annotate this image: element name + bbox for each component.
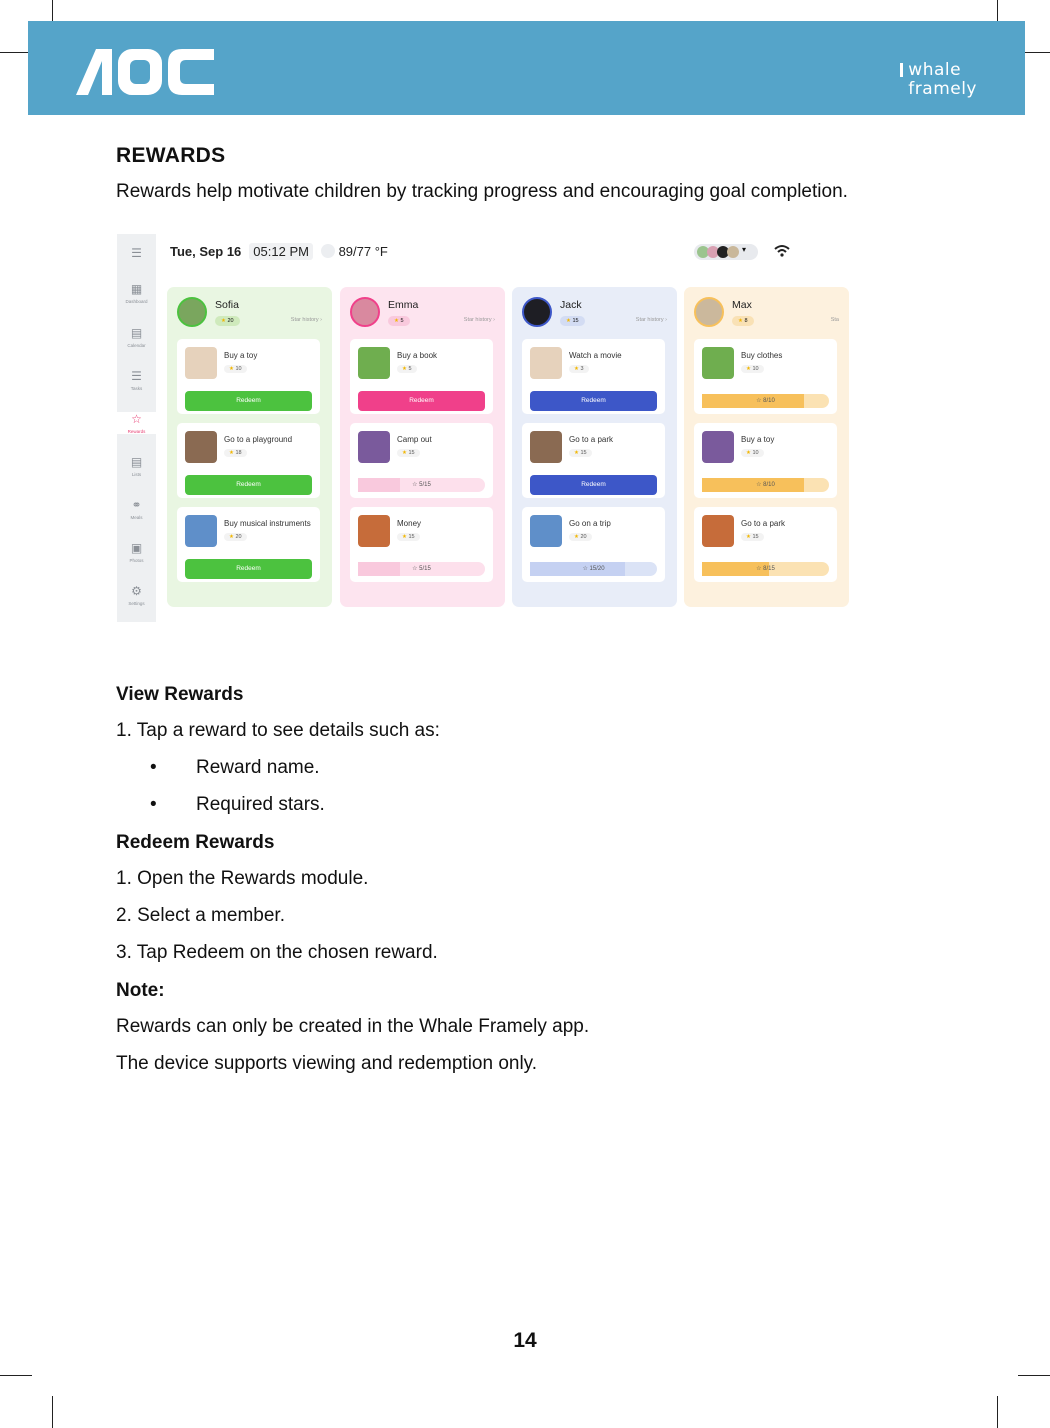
reward-image xyxy=(185,347,217,379)
member-name: Emma xyxy=(388,299,419,311)
star-icon: ★ xyxy=(574,450,581,456)
section-title: REWARDS xyxy=(116,144,226,167)
progress-bar: ☆ 8/10 xyxy=(702,394,829,408)
reward-card[interactable] xyxy=(694,507,837,582)
star-icon: ★ xyxy=(574,534,581,540)
member-star-count: ★ 20 xyxy=(215,316,240,326)
star-outline-icon: ☆ xyxy=(582,566,590,572)
star-icon: ★ xyxy=(394,318,401,324)
menu-icon[interactable]: ☰ xyxy=(131,246,142,260)
member-column xyxy=(167,287,332,607)
reward-name: Buy a toy xyxy=(741,435,775,444)
view-rewards-heading: View Rewards xyxy=(116,684,244,705)
status-bar xyxy=(170,244,388,259)
member-column xyxy=(340,287,505,607)
reward-name: Camp out xyxy=(397,435,432,444)
note-heading: Note: xyxy=(116,980,165,1001)
star-history-link[interactable]: Star history › xyxy=(290,317,322,323)
reward-image xyxy=(702,515,734,547)
reward-name: Buy a toy xyxy=(224,351,258,360)
member-name: Sofia xyxy=(215,299,239,311)
reward-card[interactable] xyxy=(522,339,665,414)
member-star-count: ★ 8 xyxy=(732,316,754,326)
sidebar-item-meals[interactable]: ⚭ Meals xyxy=(130,498,143,520)
reward-image xyxy=(702,347,734,379)
weather-icon xyxy=(321,244,335,258)
star-outline-icon: ☆ xyxy=(756,482,764,488)
reward-name: Buy a book xyxy=(397,351,438,360)
sidebar-item-rewards[interactable]: ☆ Rewards xyxy=(117,412,156,434)
sidebar-item-calendar[interactable]: ▤ Calendar xyxy=(127,326,146,348)
star-icon: ★ xyxy=(746,450,753,456)
crop-mark xyxy=(52,1396,53,1428)
sidebar-item-settings[interactable]: ⚙ Settings xyxy=(128,584,145,606)
redeem-rewards-heading: Redeem Rewards xyxy=(116,832,275,853)
redeem-button[interactable]: Redeem xyxy=(530,391,657,411)
whale-framely-logo: whale framely xyxy=(900,61,977,99)
member-switcher[interactable] xyxy=(694,244,758,260)
sidebar-item-dashboard[interactable]: ▦ Dashboard xyxy=(125,282,148,304)
star-icon: ★ xyxy=(229,534,236,540)
member-column xyxy=(684,287,849,607)
redeem-button[interactable]: Redeem xyxy=(185,475,312,495)
sidebar xyxy=(117,234,156,622)
time: 05:12 PM xyxy=(249,243,313,260)
star-icon: ★ xyxy=(746,366,753,372)
reward-card[interactable] xyxy=(350,339,493,414)
star-icon: ★ xyxy=(402,366,409,372)
avatar xyxy=(522,297,552,327)
reward-stars: ★ 15 xyxy=(569,449,592,457)
reward-card[interactable] xyxy=(177,507,320,582)
redeem-button[interactable]: Redeem xyxy=(358,391,485,411)
redeem-step: 3. Tap Redeem on the chosen reward. xyxy=(116,942,438,963)
star-history-link[interactable]: Sta xyxy=(830,317,839,323)
redeem-button[interactable]: Redeem xyxy=(530,475,657,495)
reward-image xyxy=(358,515,390,547)
member-star-count: ★ 5 xyxy=(388,316,410,326)
reward-name: Watch a movie xyxy=(569,351,622,360)
wifi-icon xyxy=(774,244,790,260)
star-outline-icon: ☆ xyxy=(412,566,420,572)
reward-name: Buy clothes xyxy=(741,351,783,360)
sidebar-item-photos[interactable]: ▣ Photos xyxy=(129,541,144,563)
note-line: The device supports viewing and redemption only. xyxy=(116,1053,538,1074)
star-icon: ★ xyxy=(402,534,409,540)
reward-stars: ★ 20 xyxy=(224,533,247,541)
star-history-link[interactable]: Star history › xyxy=(463,317,495,323)
progress-bar: ☆ 5/15 xyxy=(358,562,485,576)
date: Tue, Sep 16 xyxy=(170,244,242,259)
reward-stars: ★ 15 xyxy=(397,449,420,457)
reward-image xyxy=(185,515,217,547)
reward-name: Buy musical instruments xyxy=(224,519,311,528)
progress-bar: ☆ 8/10 xyxy=(702,478,829,492)
reward-name: Go to a playground xyxy=(224,435,293,444)
temperature: 89/77 °F xyxy=(338,244,388,259)
reward-stars: ★ 10 xyxy=(224,365,247,373)
reward-stars: ★ 15 xyxy=(397,533,420,541)
star-icon: ★ xyxy=(221,318,228,324)
reward-stars: ★ 10 xyxy=(741,449,764,457)
avatar xyxy=(350,297,380,327)
progress-fill xyxy=(358,562,400,576)
progress-fill xyxy=(702,394,804,408)
reward-image xyxy=(702,431,734,463)
reward-name: Money xyxy=(397,519,422,528)
crop-mark xyxy=(0,1375,32,1376)
crop-mark xyxy=(1018,1375,1050,1376)
intro-text: Rewards help motivate children by tracking progress and encouraging goal completion. xyxy=(116,181,848,202)
avatar xyxy=(177,297,207,327)
reward-card[interactable] xyxy=(177,423,320,498)
reward-card[interactable] xyxy=(350,423,493,498)
progress-bar: ☆ 5/15 xyxy=(358,478,485,492)
redeem-step: 1. Open the Rewards module. xyxy=(116,868,369,889)
star-icon: ★ xyxy=(229,366,236,372)
reward-card[interactable] xyxy=(177,339,320,414)
progress-fill xyxy=(530,562,625,576)
redeem-button[interactable]: Redeem xyxy=(185,391,312,411)
progress-bar: ☆ 15/20 xyxy=(530,562,657,576)
avatar xyxy=(694,297,724,327)
star-icon: ★ xyxy=(738,318,745,324)
reward-card[interactable] xyxy=(522,423,665,498)
reward-name: Go on a trip xyxy=(569,519,611,528)
reward-stars: ★ 18 xyxy=(224,449,247,457)
star-history-link[interactable]: Star history › xyxy=(635,317,667,323)
star-icon: ★ xyxy=(574,366,581,372)
reward-card[interactable] xyxy=(522,507,665,582)
reward-image xyxy=(530,515,562,547)
redeem-button[interactable]: Redeem xyxy=(185,559,312,579)
member-name: Max xyxy=(732,299,752,311)
rewards-screenshot xyxy=(117,234,839,622)
note-line: Rewards can only be created in the Whale Framely app. xyxy=(116,1016,590,1037)
aoc-logo xyxy=(76,47,216,97)
reward-stars: ★ 5 xyxy=(397,365,417,373)
sidebar-item-tasks[interactable]: ☰ Tasks xyxy=(130,369,143,391)
reward-stars: ★ 15 xyxy=(741,533,764,541)
star-icon: ★ xyxy=(229,450,236,456)
reward-image xyxy=(185,431,217,463)
star-outline-icon: ☆ xyxy=(756,566,764,572)
reward-image xyxy=(530,431,562,463)
reward-image xyxy=(530,347,562,379)
reward-stars: ★ 20 xyxy=(569,533,592,541)
reward-name: Go to a park xyxy=(741,519,786,528)
reward-stars: ★ 3 xyxy=(569,365,589,373)
page-number: 14 xyxy=(513,1329,537,1352)
reward-stars: ★ 10 xyxy=(741,365,764,373)
page-header xyxy=(28,21,1025,115)
star-icon: ★ xyxy=(746,534,753,540)
member-column xyxy=(512,287,677,607)
chevron-down-icon: ▾ xyxy=(742,245,747,254)
reward-card[interactable] xyxy=(694,339,837,414)
bullet-item: • Required stars. xyxy=(150,794,325,815)
bullet-item: • Reward name. xyxy=(150,757,320,778)
star-outline-icon: ☆ xyxy=(756,398,764,404)
reward-name: Go to a park xyxy=(569,435,614,444)
member-name: Jack xyxy=(560,299,582,311)
redeem-step: 2. Select a member. xyxy=(116,905,285,926)
reward-image xyxy=(358,347,390,379)
progress-bar: ☆ 8/15 xyxy=(702,562,829,576)
sidebar-item-lists[interactable]: ▤ Lists xyxy=(130,455,143,477)
star-outline-icon: ☆ xyxy=(412,482,420,488)
progress-fill xyxy=(358,478,400,492)
member-star-count: ★ 15 xyxy=(560,316,585,326)
star-icon: ★ xyxy=(566,318,573,324)
crop-mark xyxy=(997,1396,998,1428)
star-icon: ★ xyxy=(402,450,409,456)
reward-card[interactable] xyxy=(350,507,493,582)
view-step-1: 1. Tap a reward to see details such as: xyxy=(116,720,440,741)
progress-fill xyxy=(702,478,804,492)
reward-image xyxy=(358,431,390,463)
reward-card[interactable] xyxy=(694,423,837,498)
